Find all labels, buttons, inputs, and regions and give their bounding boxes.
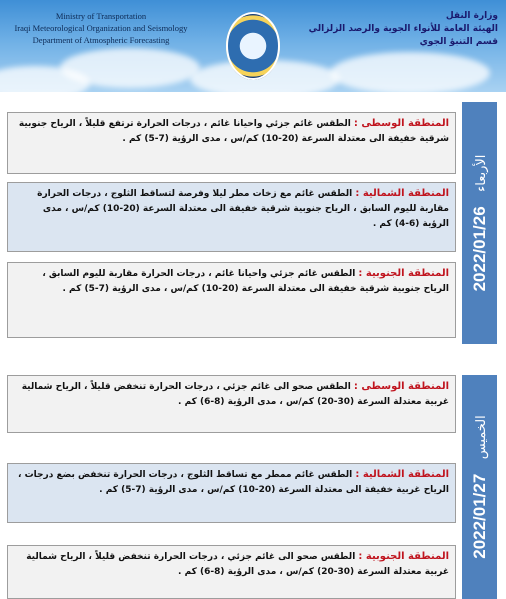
ministry-name-en: Ministry of Transportation (55, 11, 147, 21)
region-central (7, 375, 456, 433)
region-text: الطقس صحو الى غائم جزئي ، درجات الحرارة تنخفض قليلاً ، الرياح شمالية غربية معتدلة السرعة (30-20) كم/س ، مدى الرؤية (8-6) كم . (26, 552, 449, 577)
day-forecast-block (7, 375, 497, 599)
region-south (7, 545, 456, 599)
day-date: 2022/01/26 (469, 206, 489, 292)
day-label-bar (462, 102, 497, 344)
day-forecast-block (7, 102, 497, 344)
header-arabic (308, 10, 498, 49)
region-text: الطقس غائم جزئي واحيانا غائم ، درجات الحرارة مقاربة لليوم السابق ، الرياح جنوبية شرقية خفيفة الى معتدلة السرعة (20-10) كم/س ، مدى الرؤية (7-5) كم . (42, 269, 449, 294)
day-label (470, 155, 490, 292)
header-english (6, 10, 196, 46)
region-text: الطقس غائم جزئي واحيانا غائم ، درجات الحرارة ترتفع قليلاً ، الرياح جنوبية شرقية خفيفة الى معتدلة السرعة (20-10) كم/س ، مدى الرؤية (7-5) كم . (18, 119, 449, 144)
region-north (7, 463, 456, 523)
region-name: المنطقة الشمالية : (355, 469, 449, 480)
page-header (0, 0, 506, 92)
region-name: المنطقة الجنوبية : (358, 268, 449, 279)
region-text: الطقس غائم مع زخات مطر ليلا وفرصة لتساقط الثلوج ، درجات الحرارة مقاربة لليوم السابق ، الرياح جنوبية شرقية خفيفة الى معتدلة السرعة (20-10) كم/س ، مدى الرؤية (6-4) كم . (37, 189, 449, 229)
day-name: الخميس (472, 415, 488, 460)
organization-name-en: Iraqi Meteorological Organization and Seismology (14, 23, 188, 33)
region-name: المنطقة الجنوبية : (358, 551, 449, 562)
region-central (7, 112, 456, 174)
region-north (7, 182, 456, 252)
ministry-name-ar: وزارة النقل (445, 11, 498, 21)
region-south (7, 262, 456, 338)
region-name: المنطقة الشمالية : (355, 188, 449, 199)
cloud-decoration (330, 52, 490, 92)
organization-logo (226, 12, 280, 80)
day-label (470, 415, 490, 559)
department-name-ar: قسم التنبؤ الجوي (419, 37, 498, 47)
region-name: المنطقة الوسطى : (353, 118, 449, 129)
day-label-bar (462, 375, 497, 599)
day-date: 2022/01/27 (469, 473, 489, 559)
department-name-en: Department of Atmospheric Forecasting (32, 35, 170, 45)
region-name: المنطقة الوسطى : (353, 381, 449, 392)
day-name: الأربعاء (472, 154, 488, 192)
region-text: الطقس صحو الى غائم جزئي ، درجات الحرارة تنخفض قليلاً ، الرياح شمالية غربية معتدلة السرعة (30-20) كم/س ، مدى الرؤية (8-6) كم . (21, 382, 449, 407)
organization-name-ar: الهيئة العامة للأنواء الجوية والرصد الزلزالي (308, 24, 498, 34)
region-text: الطقس غائم ممطر مع تساقط الثلوج ، درجات الحرارة تنخفض بضع درجات ، الرياح غربية خفيفة الى معتدلة السرعة (20-10) كم/س ، مدى الرؤية (7-5) كم . (18, 470, 449, 495)
